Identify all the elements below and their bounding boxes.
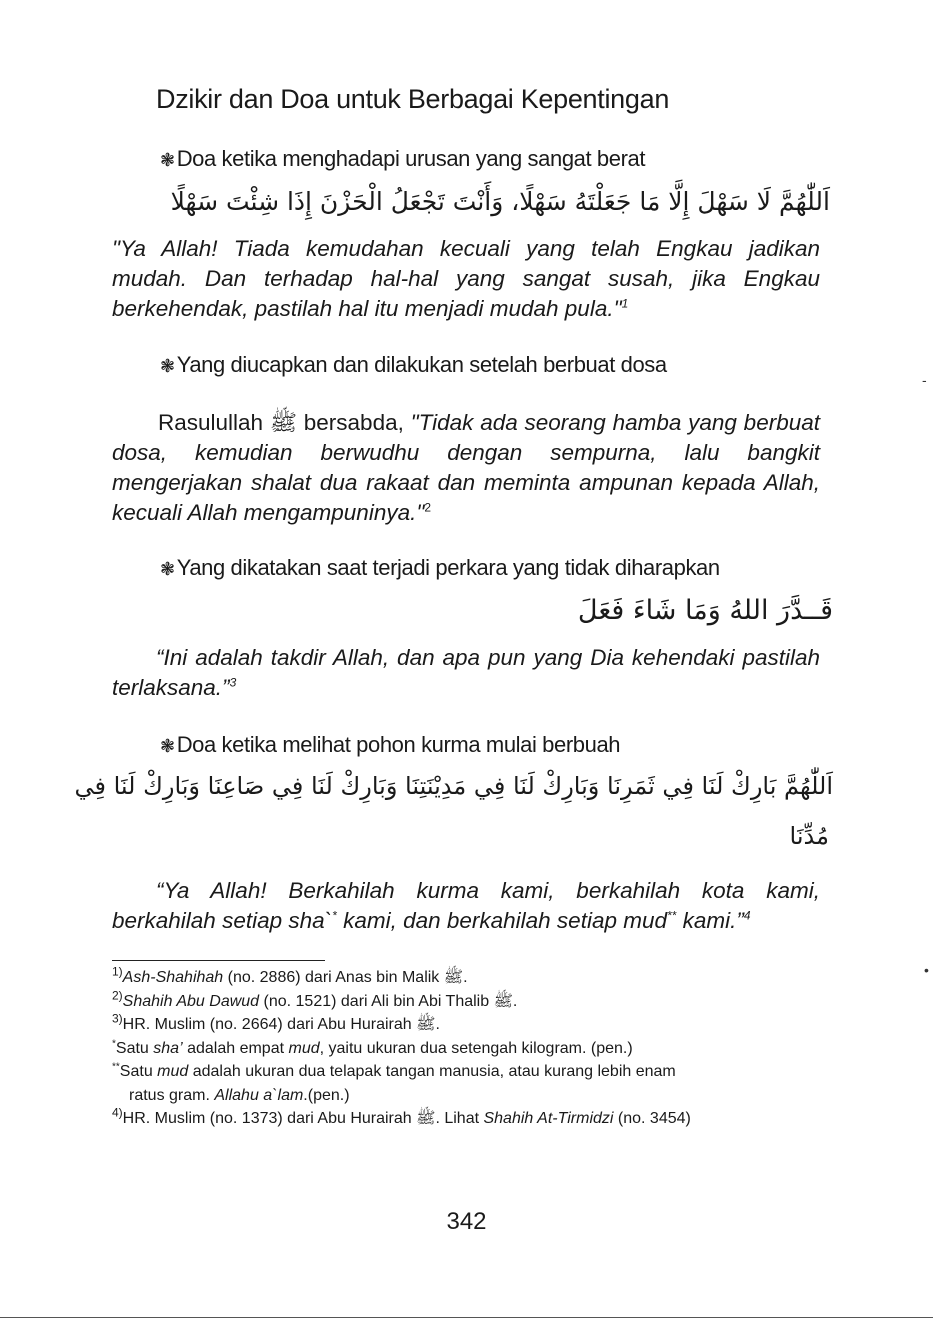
asterisk-mark: * xyxy=(332,908,337,923)
flower-ornament-icon: ❃ xyxy=(160,559,175,579)
footnote-ref: 3 xyxy=(229,675,237,690)
hadith-text: "Tidak ada seorang hamba yang berbuat dosa, kemudian berwudhu dengan sempurna, lalu bangkit mengerjakan shalat dua rakaat dan meminta ampunan kepada Allah, kecuali Allah mengampuninya." xyxy=(112,410,820,525)
asterisk-mark: ** xyxy=(112,1061,120,1073)
footnote-text: . xyxy=(512,992,518,1010)
translation-1 xyxy=(112,234,820,324)
honorific-glyph: ﷺ xyxy=(416,1110,436,1127)
translation-text: “Ini adalah takdir Allah, dan apa pun yang Dia kehendaki pastilah terlaksana.” xyxy=(112,645,820,700)
arabic-prayer-1: اَللّٰهُمَّ لَا سَهْلَ إِلَّا مَا جَعَلْتَهُ سَهْلًا، وَأَنْتَ تَجْعَلُ الْحَزْنَ إِذَا شِئْتَ سَهْلًا xyxy=(170,187,830,216)
footnote-term: mud xyxy=(157,1063,189,1080)
footnote-text: (no. 3454) xyxy=(613,1110,691,1127)
footnote-3 xyxy=(112,1013,832,1037)
footnote-text: . xyxy=(435,1016,440,1033)
arabic-prayer-4-line2: مُدِّنَا xyxy=(789,822,829,850)
section-heading-1 xyxy=(160,146,645,172)
translation-text: kami.” xyxy=(676,908,744,933)
footnote-number: 1) xyxy=(112,964,123,979)
footnote-term: sha’ xyxy=(153,1039,183,1057)
footnote-star-1 xyxy=(112,1037,832,1061)
footnote-source: Shahih Abu Dawud xyxy=(122,992,260,1010)
section-heading-text: Yang dikatakan saat terjadi perkara yang tidak diharapkan xyxy=(176,555,720,580)
footnote-number: 3) xyxy=(112,1011,123,1026)
footnote-star-2-cont xyxy=(112,1084,832,1108)
flower-ornament-icon: ❃ xyxy=(160,150,175,170)
section-heading-text: Doa ketika melihat pohon kurma mulai berbuah xyxy=(176,732,621,757)
translation-text: “Ya Allah! Berkahilah kurma kami, berkahilah kota kami, berkahilah setiap sha` xyxy=(112,878,820,933)
running-head: Dzikir dan Doa untuk Berbagai Kepentingan xyxy=(156,84,670,114)
footnote-text: adalah empat xyxy=(182,1039,289,1057)
footnote-text: .(pen.) xyxy=(303,1086,350,1104)
footnote-ref: 4 xyxy=(743,908,751,923)
scan-bottom-edge xyxy=(0,1317,933,1318)
footnote-text: HR. Muslim (no. 1373) dari Abu Hurairah xyxy=(122,1110,417,1127)
arabic-prayer-3: قَــدَّرَ اللهُ وَمَا شَاءَ فَعَلَ xyxy=(577,595,833,626)
honorific-glyph: ﷺ xyxy=(493,992,513,1010)
footnote-text: Satu xyxy=(115,1039,154,1057)
footnote-text: adalah ukuran dua telapak tangan manusia, atau kurang lebih enam xyxy=(188,1063,676,1080)
section-heading-3 xyxy=(160,555,720,581)
footnote-term: Allahu a`lam xyxy=(214,1086,304,1104)
translation-text: "Ya Allah! Tiada kemudahan kecuali yang telah Engkau jadikan mudah. Dan terhadap hal-hal yang sangat susah, jika Engkau berkehendak, pastilah hal itu menjadi mudah pula." xyxy=(112,236,820,321)
footnote-2 xyxy=(112,990,832,1014)
footnote-star-2 xyxy=(112,1060,832,1084)
flower-ornament-icon: ❃ xyxy=(160,356,175,376)
footnote-1 xyxy=(112,966,832,990)
footnote-text: Satu xyxy=(119,1063,158,1080)
footnote-4 xyxy=(112,1107,832,1131)
footnote-divider xyxy=(112,960,325,961)
flower-ornament-icon: ❃ xyxy=(160,736,175,756)
footnote-text: (no. 2886) dari Anas bin Malik xyxy=(223,969,444,986)
section-heading-text: Yang diucapkan dan dilakukan setelah berbuat dosa xyxy=(176,352,667,377)
footnote-text: , yaitu ukuran dua setengah kilogram. (pen.) xyxy=(319,1039,633,1057)
footnote-ref: 1 xyxy=(621,296,629,311)
footnotes xyxy=(112,966,832,1131)
footnote-text: . Lihat xyxy=(435,1110,484,1127)
footnote-source: Ash-Shahihah xyxy=(122,969,224,986)
footnote-text: (no. 1521) dari Ali bin Abi Thalib xyxy=(259,992,494,1010)
footnote-ref: 2 xyxy=(424,500,432,515)
section-heading-text: Doa ketika menghadapi urusan yang sangat berat xyxy=(176,146,646,171)
footnote-term: mud xyxy=(288,1039,320,1057)
footnote-text: HR. Muslim (no. 2664) dari Abu Hurairah xyxy=(122,1016,417,1033)
translation-4 xyxy=(112,876,820,936)
footnote-number: 4) xyxy=(112,1105,123,1120)
scan-edge-dot: • xyxy=(924,962,929,978)
arabic-prayer-4-line1: اَللّٰهُمَّ بَارِكْ لَنَا فِي ثَمَرِنَا وَبَارِكْ لَنَا فِي مَدِيْنَتِنَا وَبَارِكْ لَنَا فِي صَاعِنَا وَبَارِكْ لَنَا فِي xyxy=(74,772,833,800)
hadith-intro: Rasulullah ﷺ bersabda, xyxy=(158,410,411,435)
footnote-text: . xyxy=(463,969,468,986)
honorific-glyph: ﷺ xyxy=(443,969,464,986)
section-heading-2 xyxy=(160,352,667,378)
honorific-glyph: ﷺ xyxy=(416,1016,436,1033)
footnote-source: Shahih At-Tirmidzi xyxy=(483,1110,614,1127)
footnote-number: 2) xyxy=(112,988,123,1003)
page-number: 342 xyxy=(446,1208,487,1235)
footnote-text: ratus gram. xyxy=(129,1086,215,1104)
translation-text: kami, dan berkahilah setiap mud xyxy=(336,908,667,933)
hadith-paragraph xyxy=(112,408,820,528)
asterisk-mark: ** xyxy=(667,908,677,923)
translation-3 xyxy=(112,643,820,703)
scan-edge-mark: - xyxy=(922,372,927,388)
asterisk-mark: * xyxy=(112,1038,116,1050)
section-heading-4 xyxy=(160,732,620,758)
